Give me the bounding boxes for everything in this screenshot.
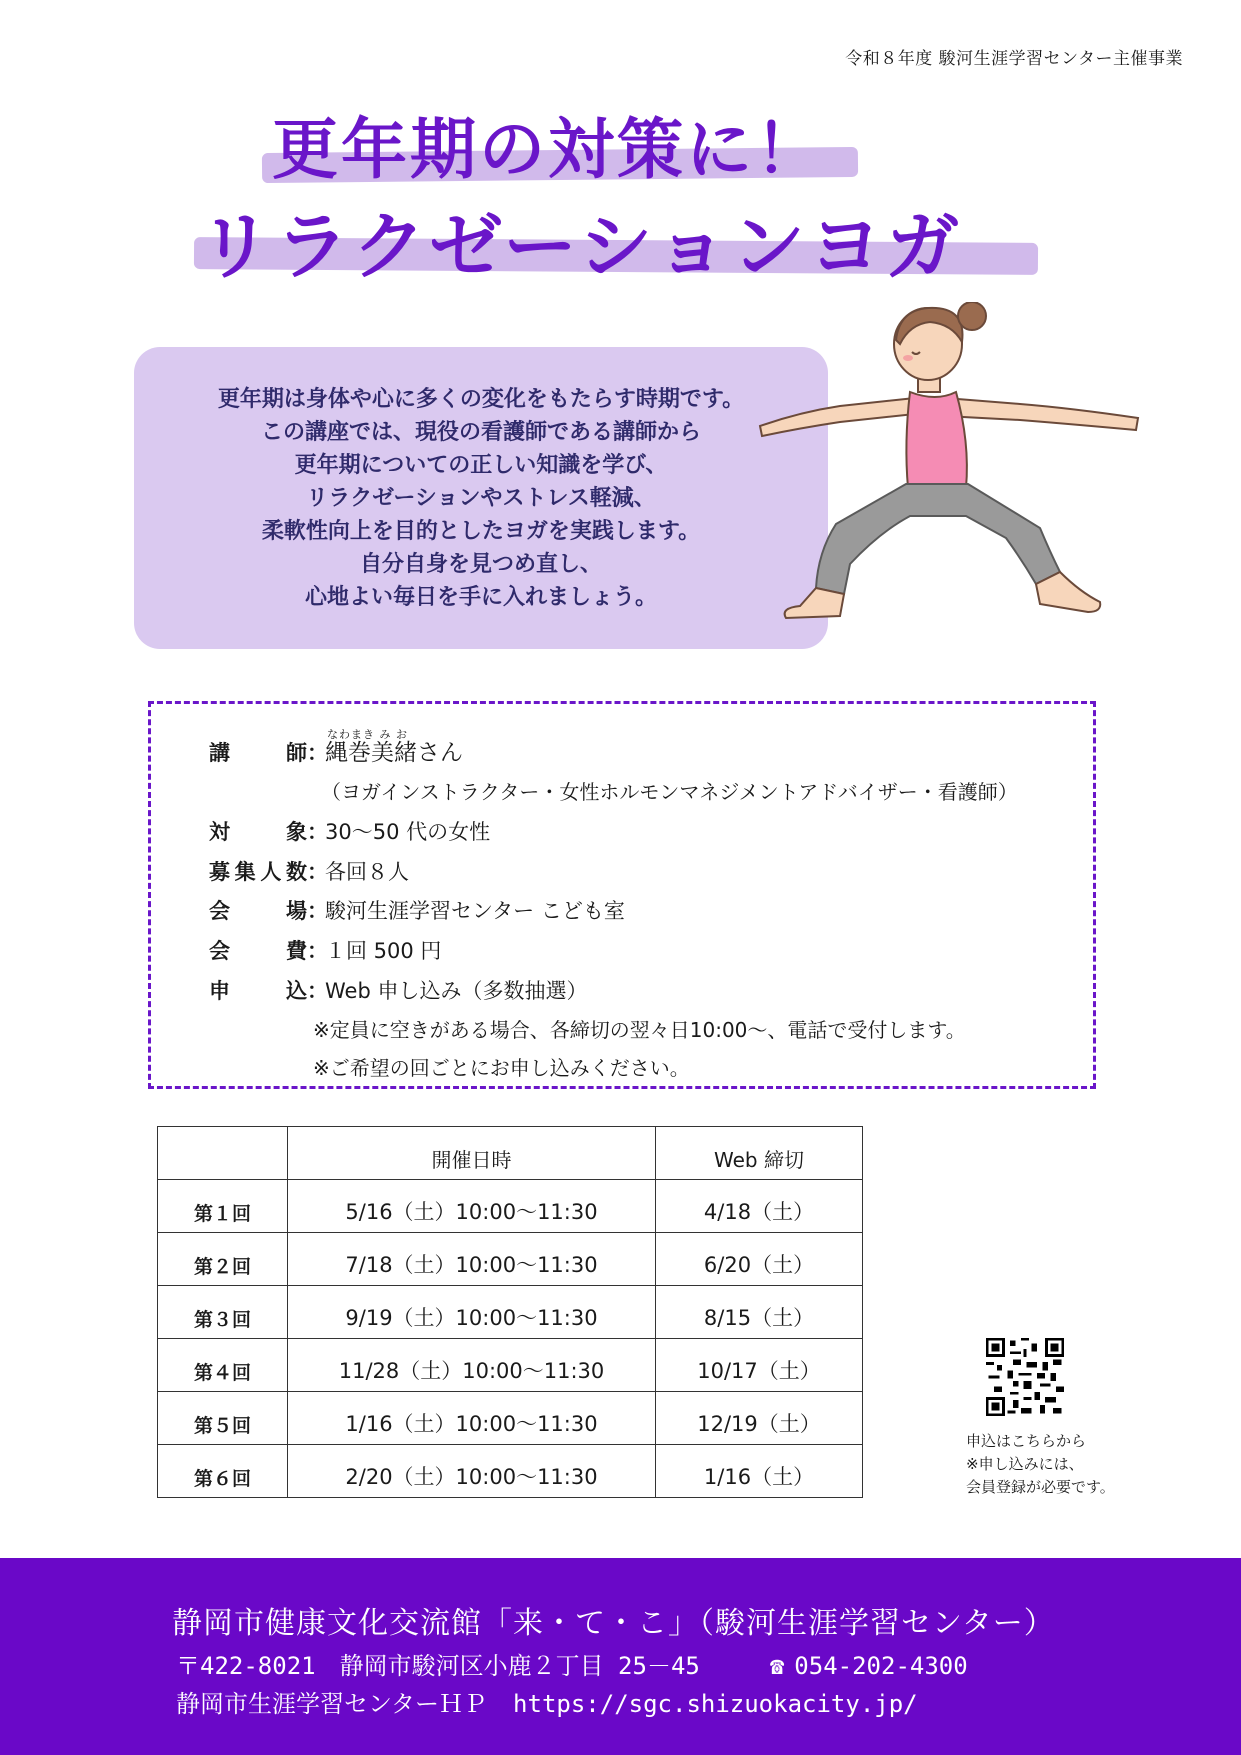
info-colon: ：: [307, 939, 328, 963]
qr-caption-line: 会員登録が必要です。: [966, 1478, 1115, 1496]
qr-caption: [966, 1430, 1115, 1499]
footer-contact: [176, 1646, 968, 1681]
intro-text: [134, 383, 828, 614]
info-row-fee: [209, 935, 441, 965]
table-row: [158, 1339, 863, 1392]
info-row-target: [209, 816, 490, 846]
table-row: [158, 1233, 863, 1286]
session-datetime: 2/20（土）10:00～11:30: [288, 1445, 656, 1498]
footer-website: [176, 1684, 918, 1719]
info-colon: ：: [307, 979, 328, 1003]
table-header-cell: 開催日時: [288, 1127, 656, 1180]
table-row: [158, 1392, 863, 1445]
intro-line: リラクゼーションやストレス軽減、: [306, 486, 656, 511]
intro-line: 更年期についての正しい知識を学び、: [294, 453, 668, 478]
table-row: [158, 1445, 863, 1498]
instructor-credentials: （ヨガインストラクター・女性ホルモンマネジメントアドバイザー・看護師）: [321, 780, 1018, 804]
info-label: 講師: [209, 741, 307, 765]
session-deadline: 4/18（土）: [656, 1180, 863, 1233]
info-colon: ：: [307, 899, 328, 923]
page-title-line1: 更年期の対策に！: [272, 111, 824, 188]
qr-code-icon[interactable]: [986, 1338, 1064, 1416]
session-datetime: 9/19（土）10:00～11:30: [288, 1286, 656, 1339]
session-number: 第３回: [158, 1286, 288, 1339]
instructor-name-reading: なわまき み お: [327, 728, 408, 741]
session-datetime: 11/28（土）10:00～11:30: [288, 1339, 656, 1392]
session-datetime: 7/18（土）10:00～11:30: [288, 1233, 656, 1286]
qr-caption-line: 申込はこちらから: [966, 1432, 1087, 1450]
qr-caption-line: ※申し込みには、: [966, 1455, 1084, 1473]
session-deadline: 8/15（土）: [656, 1286, 863, 1339]
capacity-value: 各回８人: [325, 860, 409, 884]
sponsor-note: 令和８年度 駿河生涯学習センター主催事業: [845, 49, 1183, 69]
info-label: 会場: [209, 899, 307, 923]
schedule-table: [157, 1126, 863, 1498]
fee-value: １回 500 円: [325, 939, 442, 963]
intro-line: 更年期は身体や心に多くの変化をもたらす時期です。: [217, 387, 745, 412]
instructor-name: 縄巻美緒さん: [325, 740, 463, 766]
info-row-venue: [209, 895, 625, 925]
venue-value: 駿河生涯学習センター こども室: [325, 899, 625, 923]
table-row: [158, 1286, 863, 1339]
footer-organization: 静岡市健康文化交流館「来・て・こ」（駿河生涯学習センター）: [172, 1606, 1055, 1641]
session-deadline: 1/16（土）: [656, 1445, 863, 1498]
footer: [0, 1558, 1241, 1755]
info-label: 募集人数: [209, 860, 307, 884]
apply-value: Web 申し込み（多数抽選）: [325, 979, 588, 1003]
session-number: 第２回: [158, 1233, 288, 1286]
session-number: 第５回: [158, 1392, 288, 1445]
info-row-apply: [209, 975, 587, 1005]
intro-panel: [134, 347, 828, 649]
session-deadline: 10/17（土）: [656, 1339, 863, 1392]
info-label: 申込: [209, 979, 307, 1003]
info-colon: ：: [307, 741, 328, 765]
intro-line: 自分自身を見つめ直し、: [359, 552, 602, 577]
event-details-box: [148, 701, 1096, 1089]
session-deadline: 6/20（土）: [656, 1233, 863, 1286]
session-deadline: 12/19（土）: [656, 1392, 863, 1445]
table-row: [158, 1180, 863, 1233]
target-value: 30～50 代の女性: [325, 820, 491, 844]
info-colon: ：: [307, 860, 328, 884]
intro-line: 柔軟性向上を目的としたヨガを実践します。: [261, 519, 701, 544]
info-row-capacity: [209, 856, 409, 886]
apply-note-each-session: ※ご希望の回ごとにお申し込みください。: [313, 1056, 690, 1080]
apply-note-phone: ※定員に空きがある場合、各締切の翌々日10:00～、電話で受付します。: [313, 1018, 966, 1042]
footer-url-link[interactable]: https://sgc.shizuokacity.jp/: [513, 1690, 918, 1718]
phone-icon: ☎: [769, 1652, 785, 1680]
info-colon: ：: [307, 820, 328, 844]
session-datetime: 1/16（土）10:00～11:30: [288, 1392, 656, 1445]
footer-hp-label: 静岡市生涯学習センターＨＰ: [176, 1690, 488, 1718]
table-header-cell: [158, 1127, 288, 1180]
info-label: 会費: [209, 939, 307, 963]
table-header-cell: Web 締切: [656, 1127, 863, 1180]
intro-line: 心地よい毎日を手に入れましょう。: [304, 585, 657, 610]
session-number: 第４回: [158, 1339, 288, 1392]
footer-address: 〒422-8021 静岡市駿河区小鹿２丁目 25－45: [176, 1652, 700, 1680]
table-header-row: [158, 1127, 863, 1180]
page-title-line2: リラクゼーションヨガ: [198, 204, 963, 290]
yoga-woman-illustration: [740, 302, 1160, 702]
info-label: 対象: [209, 820, 307, 844]
info-row-instructor: [209, 734, 463, 767]
session-number: 第１回: [158, 1180, 288, 1233]
intro-line: この講座では、現役の看護師である講師から: [260, 420, 701, 445]
session-number: 第６回: [158, 1445, 288, 1498]
session-datetime: 5/16（土）10:00～11:30: [288, 1180, 656, 1233]
footer-phone[interactable]: 054-202-4300: [794, 1652, 968, 1680]
